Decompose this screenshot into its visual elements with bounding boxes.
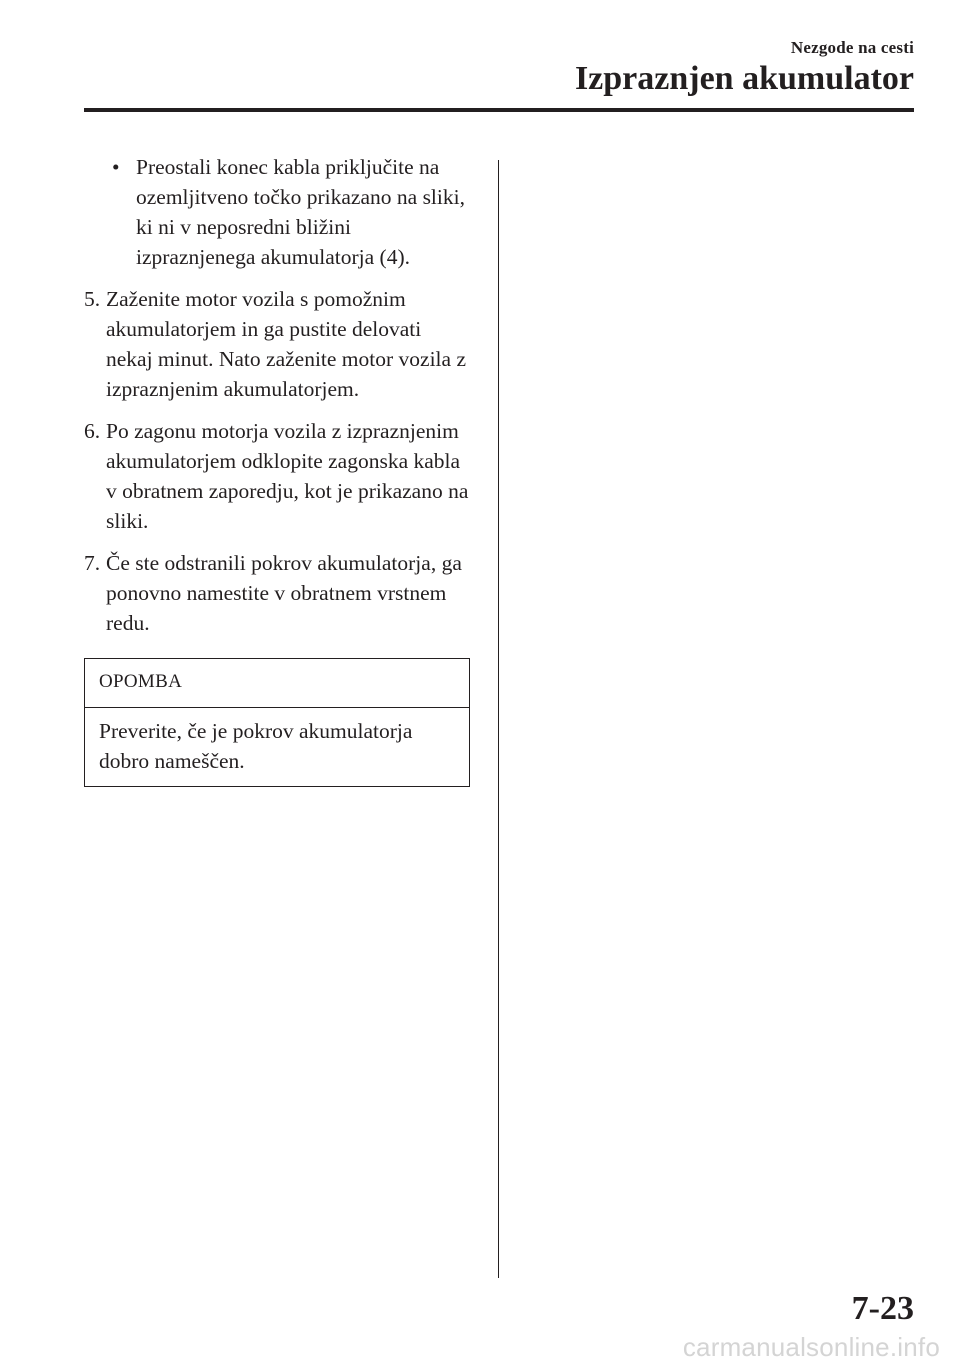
column-divider [498, 160, 499, 1278]
note-text: Preverite, če je pokrov akumulatorja dobro nameščen. [99, 719, 413, 773]
step-text: Zaženite motor vozila s pomožnim akumulatorjem in ga pustite delovati nekaj minut. Nato zaženite motor vozila z izpraznjenim akumulatorjem. [106, 287, 466, 401]
step-number: 6. [84, 419, 101, 443]
note-box [84, 658, 470, 787]
bullet-mark: • [112, 155, 120, 179]
watermark: carmanualsonline.info [682, 1332, 940, 1362]
bullet-text: Preostali konec kabla priključite na ozemljitveno točko prikazano na sliki, ki ni v neposredni bližini izpraznjenega akumulatorja (4). [136, 155, 465, 269]
step-5 [84, 284, 472, 404]
step-number: 7. [84, 551, 101, 575]
step-7 [84, 548, 472, 638]
note-heading: OPOMBA [85, 659, 469, 708]
bullet-item [84, 152, 472, 272]
step-text: Po zagonu motorja vozila z izpraznjenim akumulatorjem odklopite zagonska kabla v obratnem zaporedju, kot je prikazano na sliki. [106, 419, 469, 533]
step-text: Če ste odstranili pokrov akumulatorja, ga ponovno namestite v obratnem vrstnem redu. [106, 551, 462, 635]
section-label: Nezgode na cesti [790, 38, 914, 57]
main-content [84, 152, 472, 787]
step-6 [84, 416, 472, 536]
step-number: 5. [84, 287, 101, 311]
page-number: 7-23 [851, 1290, 914, 1327]
page-title: Izpraznjen akumulator [574, 60, 914, 97]
header-rule [84, 108, 914, 112]
